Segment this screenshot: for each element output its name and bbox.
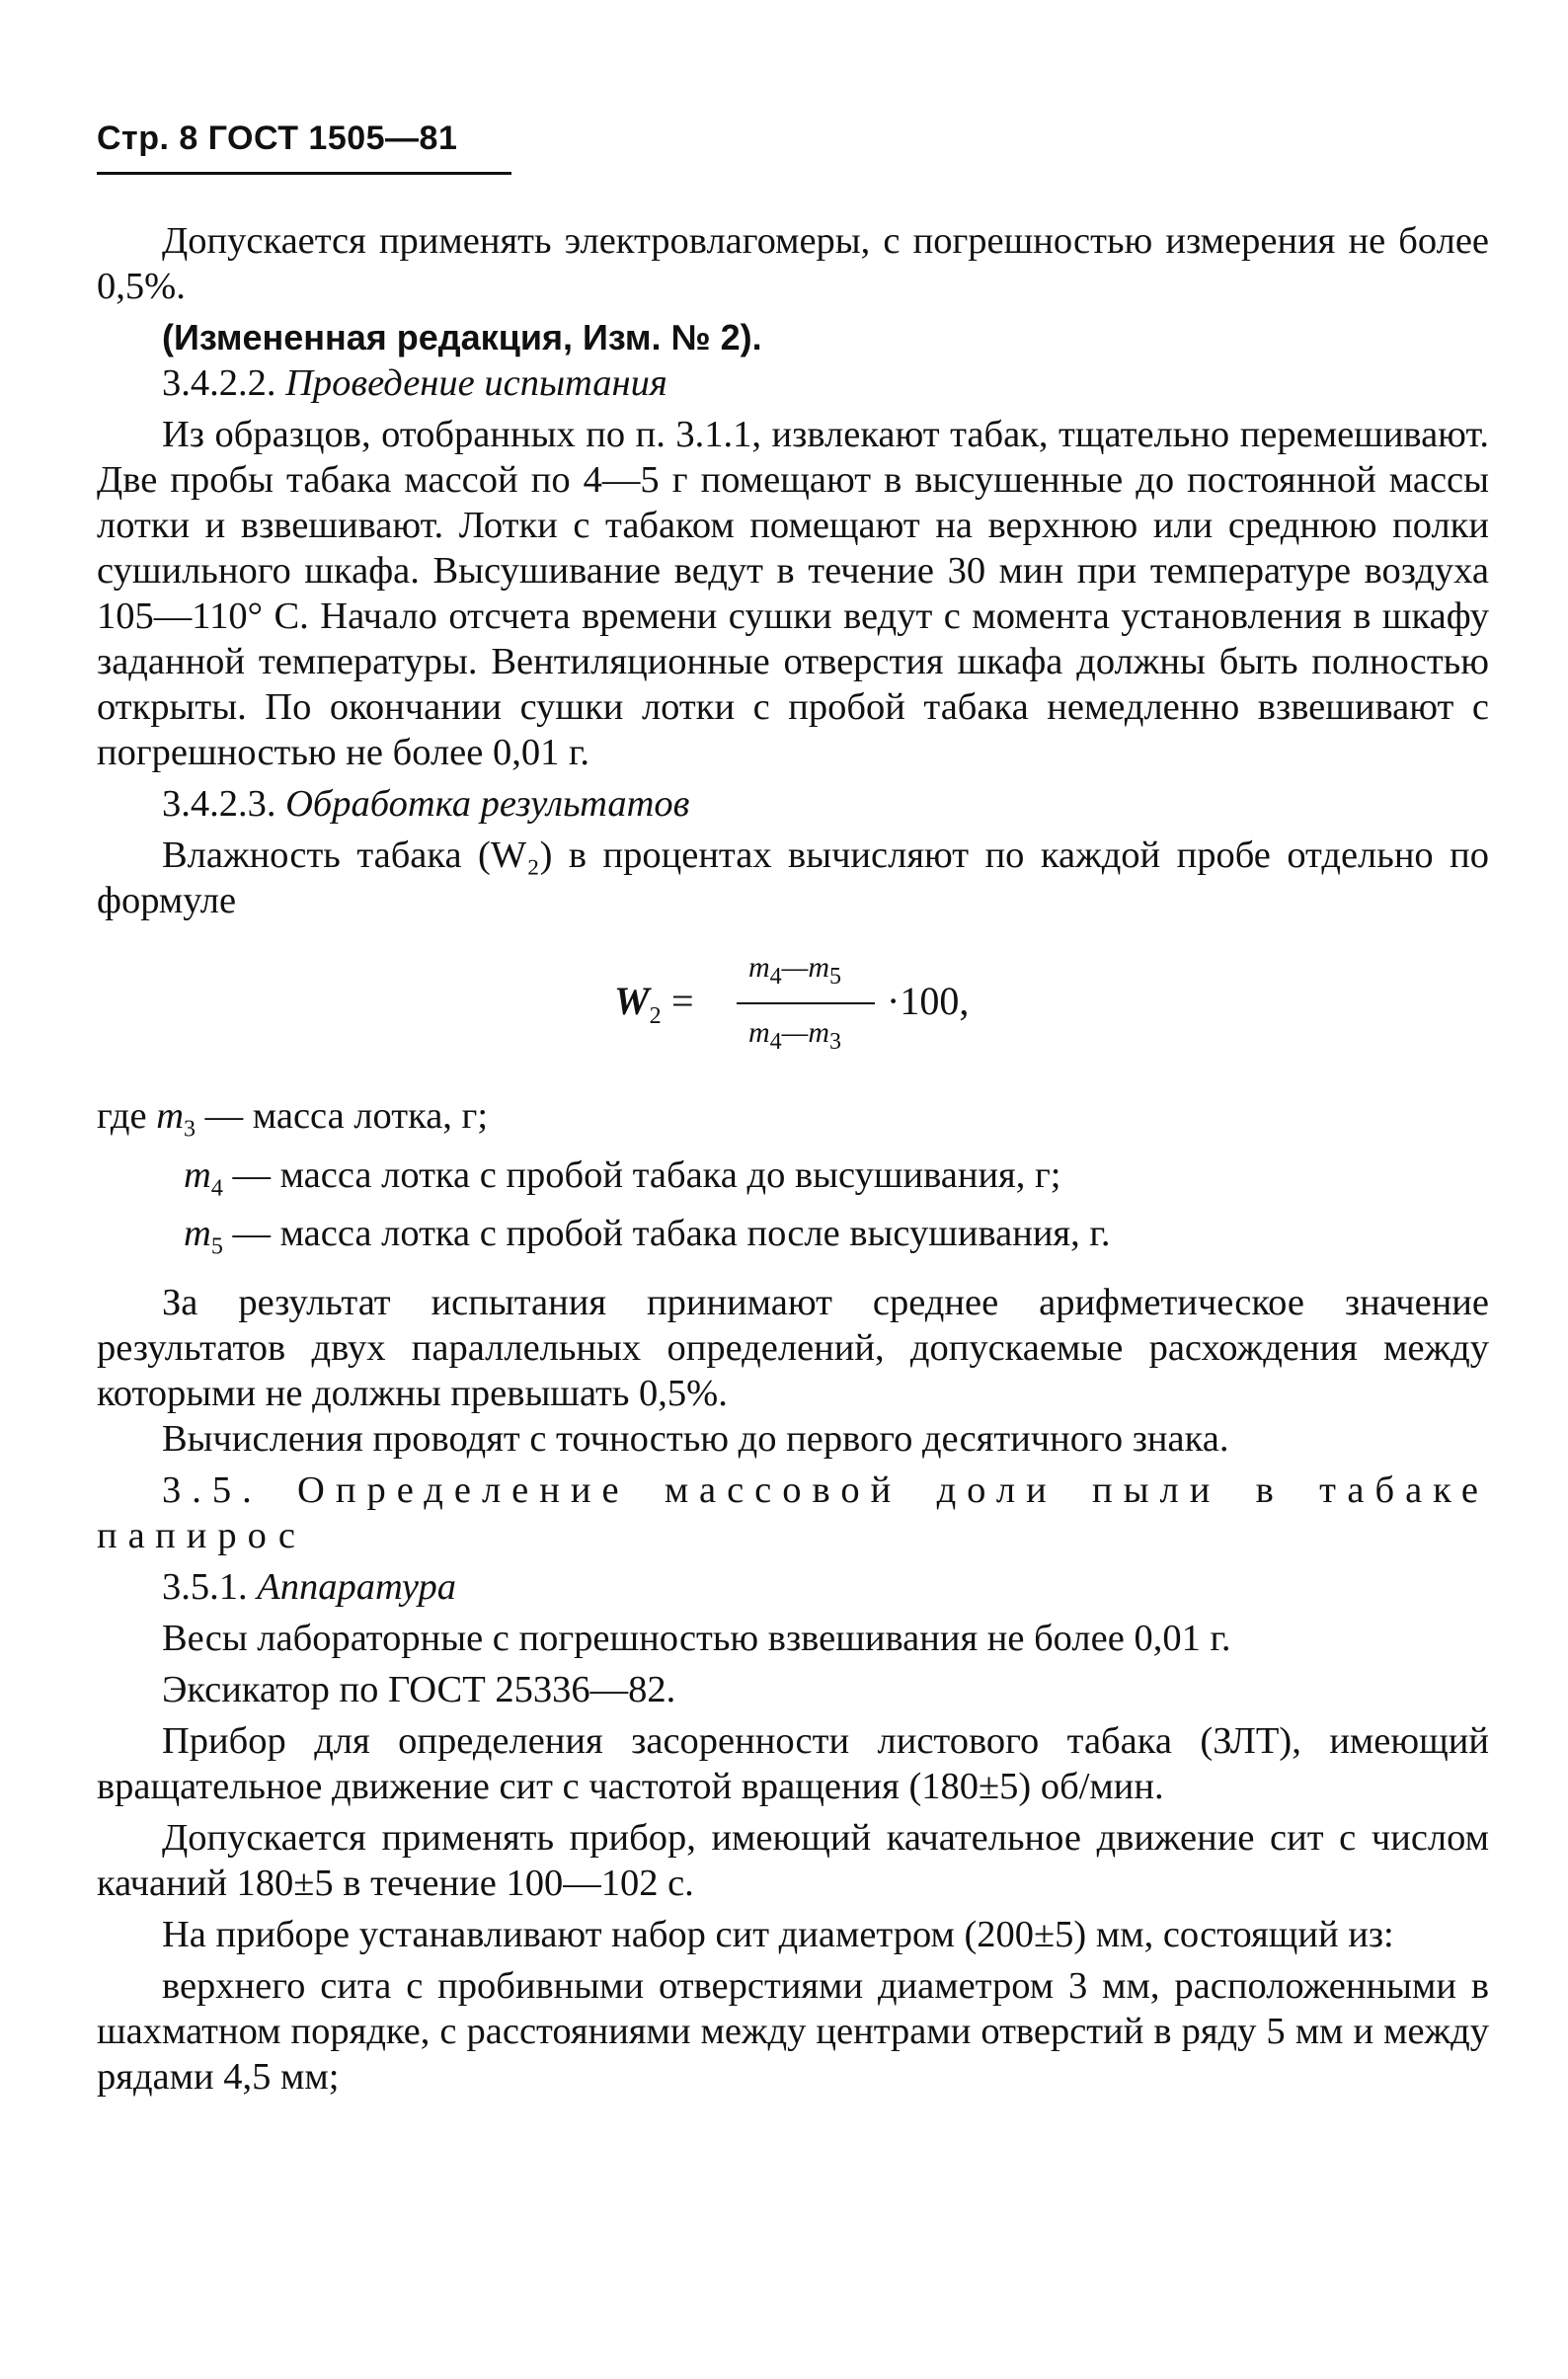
definition-desc: — масса лотка с пробой табака после высушивания, г. xyxy=(232,1213,1111,1255)
paragraph-calc-precision: Вычисления проводят с точностью до первого десятичного знака. xyxy=(162,1418,1229,1461)
paragraph-device-zlt: Прибор для определения засоренности листового табака (ЗЛТ), имеющий вращательное движение сит с частотой вращения (180±5) об/мин. xyxy=(97,1720,1489,1808)
moisture-formula xyxy=(97,945,1489,1064)
paragraph-hygrometers: Допускается применять электровлагомеры, с погрешностью измерения не более 0,5%. xyxy=(97,220,1489,307)
page-header: Стр. 8 ГОСТ 1505—81 xyxy=(97,119,458,157)
section-title: Обработка результатов xyxy=(285,783,690,825)
definition-desc: — масса лотка, г; xyxy=(204,1095,489,1137)
definition-symbol: $m_5$ xyxy=(184,1213,223,1261)
paragraph-sieve-set: На приборе устанавливают набор сит диаметром (200±5) мм, состоящий из: xyxy=(162,1914,1394,1956)
fraction-bar xyxy=(737,1002,875,1004)
formula-definitions xyxy=(97,1093,1489,1270)
formula-multiplier: ·100, xyxy=(887,979,970,1023)
formula-numerator: $m_4—m_5$ xyxy=(748,951,842,990)
section-title: Аппаратура xyxy=(257,1566,456,1609)
section-number: 3.5.1. xyxy=(162,1566,248,1609)
section-number: 3.4.2.2. xyxy=(162,362,276,404)
amendment-note xyxy=(97,315,1489,360)
definition-desc: — масса лотка с пробой табака до высушивания, г; xyxy=(232,1153,1061,1196)
document-page xyxy=(97,119,1489,2100)
paragraph-result: За результат испытания принимают среднее арифметическое значение результатов двух параллельных определений, допускаемые расхождения между которыми не должны превышать 0,5%. xyxy=(97,1282,1489,1415)
formula-denominator: $m_4—m_3$ xyxy=(748,1016,842,1055)
paragraph-top-sieve: верхнего сита с пробивными отверстиями диаметром 3 мм, расположенными в шахматном порядке, с расстояниями между центрами отверстий в ряду 5 мм и между рядами 4,5 мм; xyxy=(97,1965,1489,2099)
amendment-text: (Измененная редакция, Изм. № 2). xyxy=(162,317,762,357)
paragraph-desiccator: Эксикатор по ГОСТ 25336—82. xyxy=(162,1669,676,1711)
definition-row xyxy=(97,1211,1489,1270)
definition-symbol: $m_4$ xyxy=(184,1153,223,1202)
paragraph-moisture-formula-intro: Влажность табака (W₂) в процентах вычисляют по каждой пробе отдельно по формуле xyxy=(97,834,1489,921)
definition-row xyxy=(97,1152,1489,1212)
section-heading-3-5: 3.5. Определение массовой доли пыли в табаке папирос xyxy=(97,1469,1489,1557)
section-heading-3-4-2-2 xyxy=(97,360,1489,406)
definition-row xyxy=(97,1093,1489,1152)
paragraph-scales: Весы лабораторные с погрешностью взвешивания не более 0,01 г. xyxy=(162,1618,1231,1660)
section-title: Проведение испытания xyxy=(285,362,667,404)
formula-lhs: $W_2$ xyxy=(614,979,662,1029)
document-body xyxy=(97,218,1489,2100)
where-label: где xyxy=(97,1095,147,1137)
section-number: 3.4.2.3. xyxy=(162,783,276,825)
paragraph-test-procedure: Из образцов, отобранных по п. 3.1.1, извлекают табак, тщательно перемешивают. Две пробы табака массой по 4—5 г помещают в высушенные до постоянной массы лотки и взвешивают. Лотки с табаком помещают на верхнюю или среднюю полки сушильного шкафа. Высушивание ведут в течение 30 мин при температуре воздуха 105—110° С. Начало отсчета времени сушки ведут с момента установления в шкафу заданной температуры. Вентиляционные отверстия шкафа должны быть полностью открыты. По окончании сушки лотки с пробой табака немедленно взвешивают с погрешностью не более 0,01 г. xyxy=(97,414,1489,773)
formula-equals: = xyxy=(671,979,694,1023)
header-rule xyxy=(97,172,511,175)
section-heading-3-4-2-3 xyxy=(97,781,1489,827)
definition-symbol: $m_3$ xyxy=(156,1095,196,1143)
paragraph-device-alt: Допускается применять прибор, имеющий качательное движение сит с числом качаний 180±5 в течение 100—102 с. xyxy=(97,1817,1489,1905)
section-heading-3-5-1 xyxy=(97,1564,1489,1610)
